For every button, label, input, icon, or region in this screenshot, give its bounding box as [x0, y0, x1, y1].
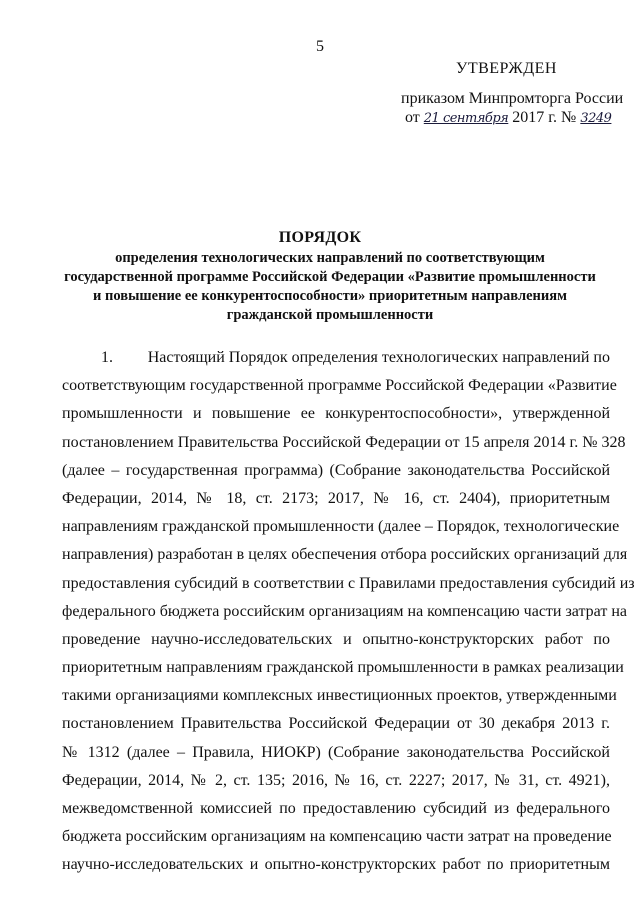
body-line: предоставления субсидий в соответствии с Правилами предоставления субсидий из: [62, 574, 635, 592]
subtitle-line: и повышение ее конкурентоспособности» приоритетным направлениям: [93, 288, 567, 304]
body-line: проведение научно-исследовательских и опытно-конструкторских работ по: [62, 630, 610, 648]
subtitle-line: определения технологических направлений по соответствующим: [115, 250, 545, 266]
body-line: (далее – государственная программа) (Собрание законодательства Российской: [62, 461, 610, 479]
body-line: промышленности и повышение ее конкурентоспособности», утвержденной: [62, 405, 610, 423]
body-line-first: [62, 344, 610, 372]
approval-title: УТВЕРЖДЕН: [456, 60, 557, 77]
document-body: [62, 344, 635, 880]
body-line: такими организациями комплексных инвестиционных проектов, утвержденными: [62, 687, 617, 705]
body-line: соответствующим государственной программе Российской Федерации «Развитие: [62, 377, 617, 395]
body-line: научно-исследовательских и опытно-конструкторских работ по приоритетным: [62, 856, 610, 874]
approval-number-handwritten: 3249: [580, 111, 612, 126]
body-line: приоритетным направлениям гражданской промышленности в рамках реализации: [62, 659, 624, 677]
body-line: № 1312 (далее – Правила, НИОКР) (Собрание законодательства Российской: [62, 743, 610, 761]
body-line: Федерации, 2014, № 2, ст. 135; 2016, № 16, ст. 2227; 2017, № 31, ст. 4921),: [62, 771, 610, 789]
approval-order-line: приказом Минпромторга России: [401, 90, 624, 107]
body-line: направления) разработан в целях обеспечения отбора российских организаций для: [62, 546, 628, 564]
body-line: бюджета российским организациям на компенсацию части затрат на проведение: [62, 828, 612, 846]
approval-date-prefix: от: [405, 109, 420, 126]
body-line: межведомственной комиссией по предоставлению субсидий из федерального: [62, 800, 610, 817]
body-line: Федерации, 2014, № 18, ст. 2173; 2017, № 16, ст. 2404), приоритетным: [62, 489, 610, 507]
body-line: Настоящий Порядок определения технологических направлений по: [147, 349, 610, 366]
body-line: постановлением Правительства Российской Федерации от 30 декабря 2013 г.: [62, 715, 610, 733]
subtitle-line: государственной программе Российской Федерации «Развитие промышленности: [64, 269, 596, 285]
body-line: направлениям гражданской промышленности (далее – Порядок, технологические: [62, 518, 620, 536]
body-line: федерального бюджета российским организациям на компенсацию части затрат на: [62, 602, 628, 620]
body-line: постановлением Правительства Российской Федерации от 15 апреля 2014 г. № 328: [62, 433, 626, 451]
page-number: 5: [316, 38, 324, 55]
approval-date-handwritten: 21 сентября: [423, 111, 509, 126]
subtitle-line: гражданской промышленности: [226, 307, 434, 323]
paragraph-number: 1.: [101, 349, 113, 366]
approval-date-line: [405, 109, 611, 127]
document-subtitle: [55, 249, 605, 325]
approval-date-suffix: 2017 г. №: [512, 109, 577, 126]
document-title: ПОРЯДОК: [278, 229, 362, 246]
